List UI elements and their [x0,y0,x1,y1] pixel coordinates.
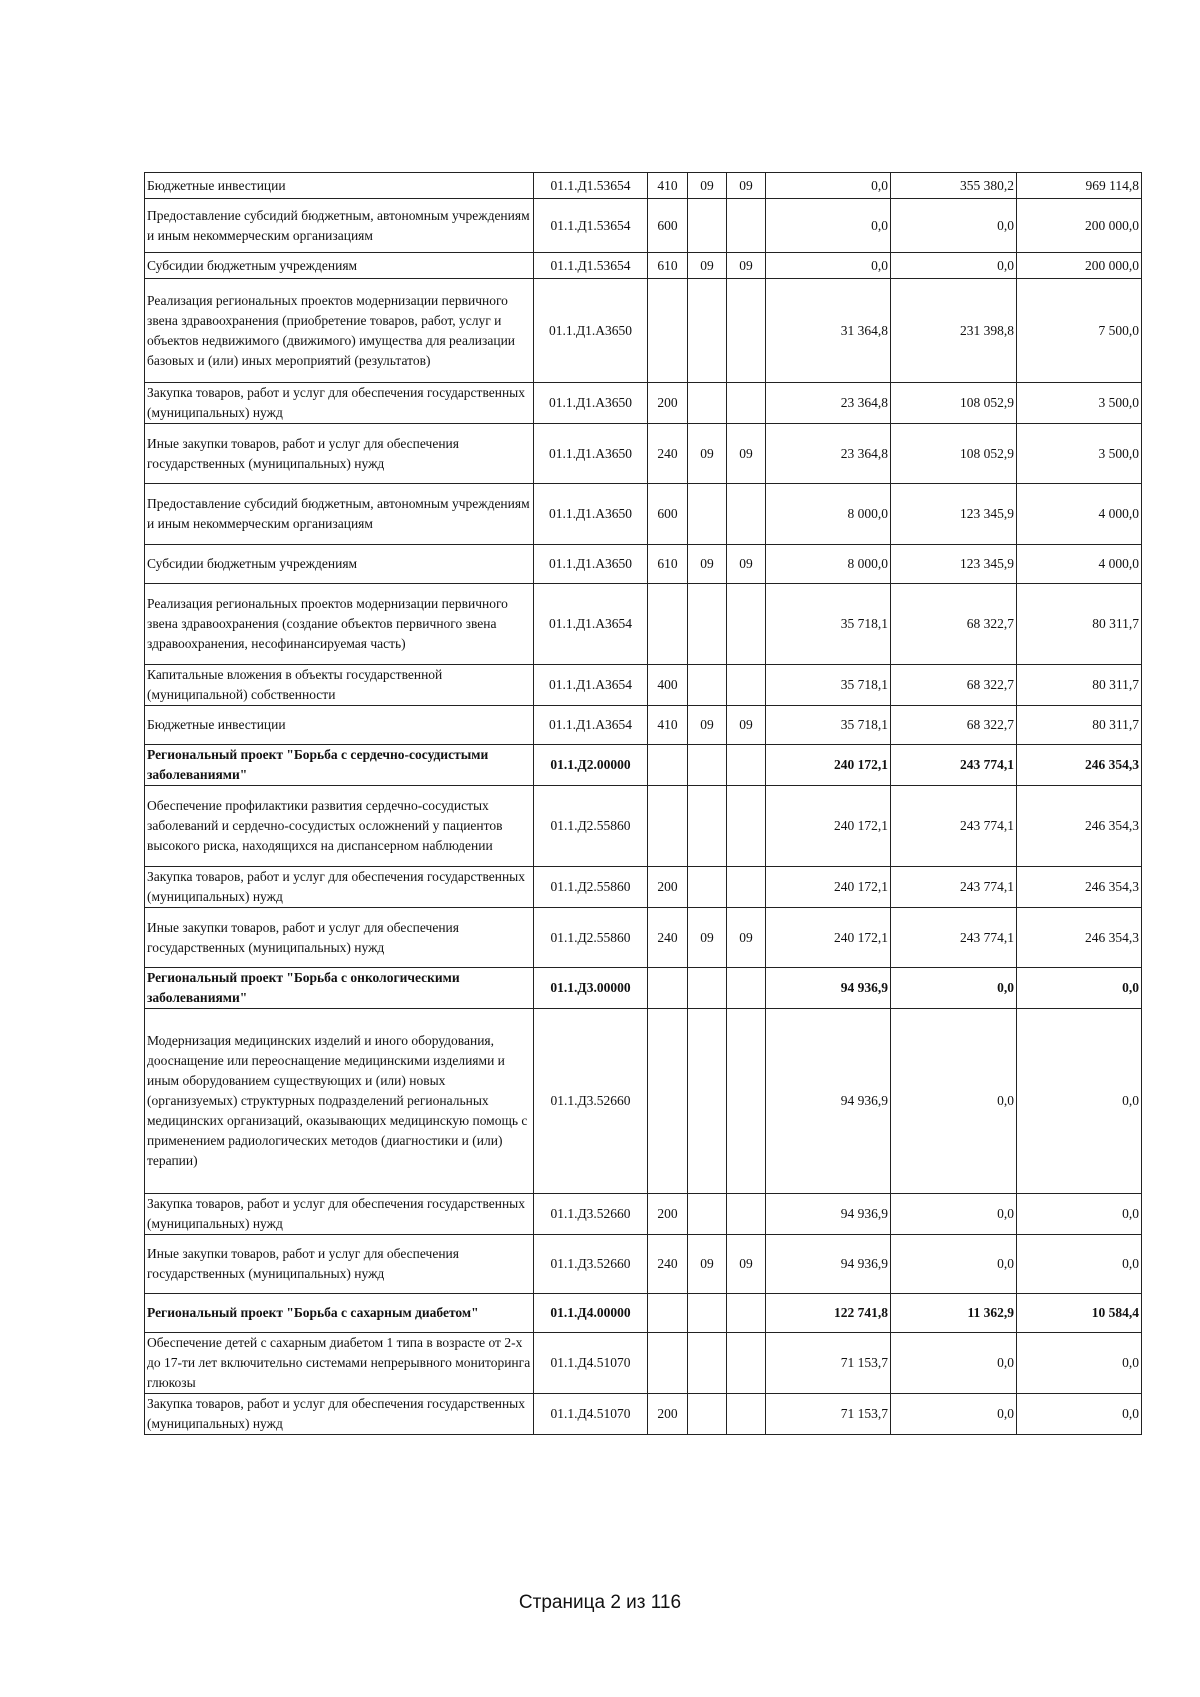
row-section: 09 [688,545,727,584]
row-value-year-2: 0,0 [891,1194,1017,1235]
row-value-year-2: 11 362,9 [891,1294,1017,1333]
row-code: 01.1.Д1.А3650 [534,484,648,545]
row-subsection [727,279,766,383]
table-row [145,383,1142,424]
row-value-year-1: 71 153,7 [766,1333,891,1394]
table-row [145,745,1142,786]
row-expense-type: 200 [648,1394,688,1435]
table-row [145,1009,1142,1194]
row-expense-type: 240 [648,908,688,968]
row-value-year-3: 0,0 [1017,1394,1142,1435]
row-value-year-1: 94 936,9 [766,1194,891,1235]
page-number: Страница 2 из 116 [518,1592,682,1613]
row-expense-type [648,1009,688,1194]
row-code: 01.1.Д3.00000 [534,968,648,1009]
row-subsection [727,199,766,253]
row-code: 01.1.Д4.51070 [534,1394,648,1435]
row-section [688,968,727,1009]
row-expense-type [648,745,688,786]
table-row [145,279,1142,383]
table-row [145,1194,1142,1235]
row-value-year-2: 68 322,7 [891,665,1017,706]
row-expense-type: 610 [648,253,688,279]
row-value-year-3: 4 000,0 [1017,545,1142,584]
row-value-year-2: 355 380,2 [891,173,1017,199]
row-value-year-2: 243 774,1 [891,867,1017,908]
row-code: 01.1.Д1.53654 [534,253,648,279]
row-value-year-2: 108 052,9 [891,383,1017,424]
row-value-year-3: 969 114,8 [1017,173,1142,199]
row-value-year-1: 240 172,1 [766,745,891,786]
row-value-year-1: 94 936,9 [766,1235,891,1294]
row-section [688,867,727,908]
row-subsection [727,1294,766,1333]
row-name: Реализация региональных проектов модернизации первичного звена здравоохранения (приобретение товаров, работ, услуг и объектов недвижимого (движимого) имущества для реализации базовых и (или) иных мероприятий (результатов) [145,279,534,383]
row-value-year-1: 240 172,1 [766,908,891,968]
row-code: 01.1.Д1.А3650 [534,424,648,484]
row-code: 01.1.Д1.А3654 [534,665,648,706]
row-expense-type [648,968,688,1009]
row-value-year-3: 0,0 [1017,1009,1142,1194]
row-expense-type [648,584,688,665]
row-code: 01.1.Д1.А3650 [534,279,648,383]
row-section [688,383,727,424]
row-value-year-3: 80 311,7 [1017,665,1142,706]
row-section [688,745,727,786]
row-value-year-1: 122 741,8 [766,1294,891,1333]
row-name: Региональный проект "Борьба с онкологическими заболеваниями" [145,968,534,1009]
row-subsection [727,867,766,908]
row-value-year-3: 10 584,4 [1017,1294,1142,1333]
row-value-year-1: 240 172,1 [766,786,891,867]
row-section: 09 [688,253,727,279]
row-code: 01.1.Д1.А3654 [534,706,648,745]
row-section: 09 [688,424,727,484]
row-value-year-1: 23 364,8 [766,424,891,484]
row-value-year-2: 123 345,9 [891,484,1017,545]
row-subsection [727,745,766,786]
row-section [688,786,727,867]
row-subsection: 09 [727,424,766,484]
row-value-year-2: 68 322,7 [891,584,1017,665]
table-row [145,545,1142,584]
row-value-year-1: 8 000,0 [766,484,891,545]
row-section [688,279,727,383]
row-name: Бюджетные инвестиции [145,706,534,745]
row-section [688,1394,727,1435]
row-value-year-3: 200 000,0 [1017,253,1142,279]
row-value-year-1: 71 153,7 [766,1394,891,1435]
row-section [688,1194,727,1235]
row-value-year-3: 0,0 [1017,1194,1142,1235]
row-name: Модернизация медицинских изделий и иного оборудования, дооснащение или переоснащение медицинскими изделиями и иным оборудованием существующих и (или) новых (организуемых) структурных подразделений региональных медицинских организаций, оказывающих медицинскую помощь с применением радиологических методов (диагностики и (или) терапии) [145,1009,534,1194]
row-value-year-1: 8 000,0 [766,545,891,584]
row-section [688,665,727,706]
row-name: Иные закупки товаров, работ и услуг для обеспечения государственных (муниципальных) нужд [145,1235,534,1294]
row-subsection [727,968,766,1009]
row-code: 01.1.Д3.52660 [534,1194,648,1235]
row-name: Субсидии бюджетным учреждениям [145,253,534,279]
table-row [145,867,1142,908]
row-expense-type: 200 [648,867,688,908]
table-row [145,706,1142,745]
row-value-year-2: 0,0 [891,1333,1017,1394]
row-name: Предоставление субсидий бюджетным, автономным учреждениям и иным некоммерческим организациям [145,199,534,253]
row-section [688,1333,727,1394]
row-expense-type [648,1294,688,1333]
row-name: Реализация региональных проектов модернизации первичного звена здравоохранения (создание объектов первичного звена здравоохранения, несофинансируемая часть) [145,584,534,665]
table-row [145,1235,1142,1294]
row-name: Обеспечение профилактики развития сердечно-сосудистых заболеваний и сердечно-сосудистых осложнений у пациентов высокого риска, находящихся на диспансерном наблюдении [145,786,534,867]
row-value-year-2: 231 398,8 [891,279,1017,383]
row-expense-type: 410 [648,706,688,745]
row-section: 09 [688,173,727,199]
row-value-year-2: 0,0 [891,968,1017,1009]
row-value-year-2: 0,0 [891,1009,1017,1194]
row-expense-type: 400 [648,665,688,706]
row-expense-type: 200 [648,383,688,424]
table-row [145,1294,1142,1333]
row-subsection [727,383,766,424]
row-name: Закупка товаров, работ и услуг для обеспечения государственных (муниципальных) нужд [145,1194,534,1235]
row-subsection [727,665,766,706]
table-row [145,1333,1142,1394]
row-name: Региональный проект "Борьба с сахарным диабетом" [145,1294,534,1333]
row-expense-type: 600 [648,199,688,253]
table-row [145,908,1142,968]
table-row [145,786,1142,867]
row-value-year-2: 0,0 [891,199,1017,253]
row-subsection: 09 [727,173,766,199]
row-value-year-1: 240 172,1 [766,867,891,908]
row-value-year-3: 80 311,7 [1017,584,1142,665]
row-expense-type: 200 [648,1194,688,1235]
row-value-year-1: 35 718,1 [766,584,891,665]
row-subsection [727,1194,766,1235]
row-code: 01.1.Д2.55860 [534,908,648,968]
budget-table [144,172,1142,1435]
row-subsection [727,584,766,665]
row-value-year-2: 243 774,1 [891,786,1017,867]
row-section [688,1294,727,1333]
row-name: Обеспечение детей с сахарным диабетом 1 типа в возрасте от 2-х до 17-ти лет включительно системами непрерывного мониторинга глюкозы [145,1333,534,1394]
row-value-year-1: 0,0 [766,173,891,199]
table-body [145,173,1142,1435]
row-value-year-2: 0,0 [891,1394,1017,1435]
row-value-year-1: 0,0 [766,199,891,253]
row-subsection: 09 [727,545,766,584]
row-value-year-1: 35 718,1 [766,706,891,745]
row-subsection [727,786,766,867]
table-row [145,253,1142,279]
row-value-year-3: 246 354,3 [1017,745,1142,786]
row-subsection: 09 [727,908,766,968]
row-value-year-2: 243 774,1 [891,908,1017,968]
row-value-year-2: 68 322,7 [891,706,1017,745]
table-row [145,484,1142,545]
row-subsection [727,1394,766,1435]
row-value-year-1: 31 364,8 [766,279,891,383]
row-expense-type [648,786,688,867]
row-expense-type: 610 [648,545,688,584]
row-name: Бюджетные инвестиции [145,173,534,199]
table-row [145,173,1142,199]
table-row [145,968,1142,1009]
row-value-year-3: 0,0 [1017,1235,1142,1294]
row-section: 09 [688,706,727,745]
row-expense-type: 600 [648,484,688,545]
row-section [688,199,727,253]
table-row [145,584,1142,665]
row-code: 01.1.Д1.А3654 [534,584,648,665]
row-value-year-1: 23 364,8 [766,383,891,424]
row-code: 01.1.Д3.52660 [534,1009,648,1194]
row-value-year-2: 243 774,1 [891,745,1017,786]
row-value-year-1: 94 936,9 [766,1009,891,1194]
row-value-year-3: 80 311,7 [1017,706,1142,745]
row-code: 01.1.Д2.55860 [534,867,648,908]
row-value-year-3: 4 000,0 [1017,484,1142,545]
row-name: Закупка товаров, работ и услуг для обеспечения государственных (муниципальных) нужд [145,1394,534,1435]
row-name: Иные закупки товаров, работ и услуг для обеспечения государственных (муниципальных) нужд [145,908,534,968]
table-row [145,424,1142,484]
row-section: 09 [688,1235,727,1294]
table-row [145,665,1142,706]
row-expense-type [648,279,688,383]
row-value-year-2: 0,0 [891,253,1017,279]
row-value-year-3: 246 354,3 [1017,908,1142,968]
row-code: 01.1.Д1.А3650 [534,545,648,584]
row-name: Закупка товаров, работ и услуг для обеспечения государственных (муниципальных) нужд [145,867,534,908]
row-value-year-3: 246 354,3 [1017,786,1142,867]
row-value-year-2: 108 052,9 [891,424,1017,484]
row-value-year-3: 3 500,0 [1017,383,1142,424]
row-name: Закупка товаров, работ и услуг для обеспечения государственных (муниципальных) нужд [145,383,534,424]
row-name: Предоставление субсидий бюджетным, автономным учреждениям и иным некоммерческим организациям [145,484,534,545]
row-expense-type: 410 [648,173,688,199]
row-section [688,484,727,545]
row-value-year-1: 94 936,9 [766,968,891,1009]
row-section: 09 [688,908,727,968]
row-value-year-2: 123 345,9 [891,545,1017,584]
row-value-year-1: 0,0 [766,253,891,279]
table-row [145,199,1142,253]
row-subsection [727,484,766,545]
row-name: Региональный проект "Борьба с сердечно-сосудистыми заболеваниями" [145,745,534,786]
row-subsection: 09 [727,1235,766,1294]
table-row [145,1394,1142,1435]
row-value-year-3: 200 000,0 [1017,199,1142,253]
row-value-year-2: 0,0 [891,1235,1017,1294]
row-expense-type: 240 [648,1235,688,1294]
row-code: 01.1.Д2.55860 [534,786,648,867]
row-value-year-3: 7 500,0 [1017,279,1142,383]
row-name: Капитальные вложения в объекты государственной (муниципальной) собственности [145,665,534,706]
row-expense-type: 240 [648,424,688,484]
row-value-year-3: 3 500,0 [1017,424,1142,484]
row-value-year-1: 35 718,1 [766,665,891,706]
row-code: 01.1.Д2.00000 [534,745,648,786]
row-code: 01.1.Д4.51070 [534,1333,648,1394]
row-value-year-3: 0,0 [1017,968,1142,1009]
row-value-year-3: 246 354,3 [1017,867,1142,908]
row-name: Субсидии бюджетным учреждениям [145,545,534,584]
row-expense-type [648,1333,688,1394]
row-code: 01.1.Д1.53654 [534,173,648,199]
row-code: 01.1.Д3.52660 [534,1235,648,1294]
row-value-year-3: 0,0 [1017,1333,1142,1394]
row-subsection [727,1009,766,1194]
row-name: Иные закупки товаров, работ и услуг для обеспечения государственных (муниципальных) нужд [145,424,534,484]
row-subsection: 09 [727,253,766,279]
row-code: 01.1.Д1.А3650 [534,383,648,424]
row-subsection [727,1333,766,1394]
row-code: 01.1.Д1.53654 [534,199,648,253]
row-section [688,584,727,665]
row-code: 01.1.Д4.00000 [534,1294,648,1333]
row-subsection: 09 [727,706,766,745]
row-section [688,1009,727,1194]
